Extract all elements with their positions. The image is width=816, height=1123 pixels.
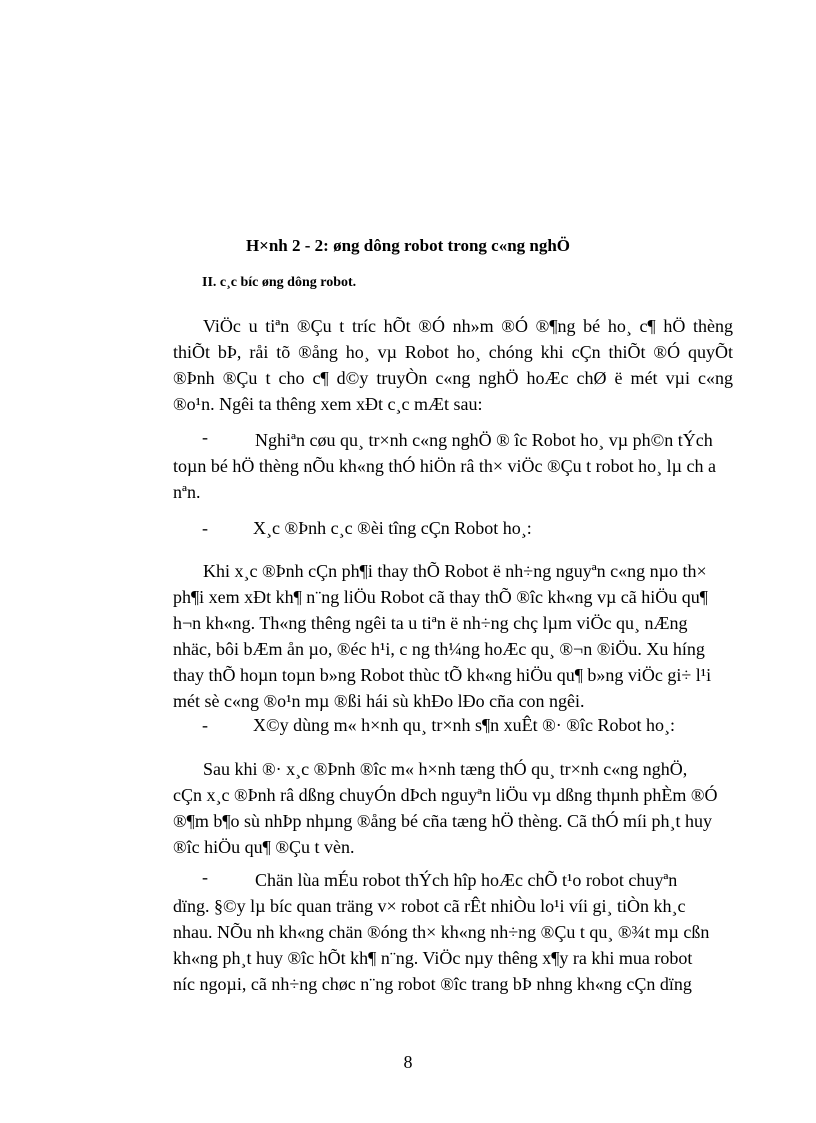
bullet-line: nhau. NÕu nh kh«ng chän ®óng th× kh«ng nh÷ng ®Çu t qu¸ ®¾t mµ cßn bbox=[173, 922, 710, 942]
bullet-marker: - bbox=[202, 715, 208, 735]
section-heading: II. c¸c bíc øng dông robot. bbox=[202, 275, 357, 290]
paragraph-line: thay thÕ hoµn toµn b»ng Robot thùc tÕ kh«ng hiÖu qu¶ b»ng viÖc gi÷ l¹i bbox=[173, 665, 712, 685]
page-number: 8 bbox=[403, 1052, 413, 1072]
paragraph-line: thiÕt bÞ, råi tõ ®ång ho¸ vµ Robot ho¸ chóng khi cÇn thiÕt ®Ó quyÕt bbox=[173, 342, 733, 362]
bullet-line: kh«ng ph¸t huy ®îc hÕt kh¶ n¨ng. ViÖc nµy thêng x¶y ra khi mua robot bbox=[173, 948, 693, 968]
bullet-line: Nghiªn cøu qu¸ tr×nh c«ng nghÖ ® îc Robot ho¸ vµ ph©n tÝch bbox=[255, 430, 713, 450]
paragraph-line: nhäc, bôi bÆm ån µo, ®éc h¹i, c ng th¼ng hoÆc qu¸ ®¬n ®iÖu. Xu híng bbox=[173, 639, 705, 659]
bullet-line: nªn. bbox=[173, 482, 201, 502]
paragraph-line: Khi x¸c ®Þnh cÇn ph¶i thay thÕ Robot ë nh÷ng nguyªn c«ng nµo th× bbox=[203, 561, 707, 581]
bullet-marker: - bbox=[202, 518, 208, 538]
bullet-2-text: X¸c ®Þnh c¸c ®èi tîng cÇn Robot ho¸: bbox=[253, 518, 532, 538]
bullet-line: níc ngoµi, cã nh÷ng chøc n¨ng robot ®îc trang bÞ nhng kh«ng cÇn dïng bbox=[173, 974, 692, 994]
bullet-marker: - bbox=[202, 867, 208, 887]
figure-caption: H×nh 2 - 2: øng dông robot trong c«ng nghÖ bbox=[245, 236, 571, 255]
paragraph-line: ®¶m b¶o sù nhÞp nhµng ®ång bé cña tæng hÖ thèng. Cã thÓ míi ph¸t huy bbox=[173, 811, 712, 831]
bullet-4 bbox=[173, 867, 733, 997]
bullet-marker: - bbox=[202, 427, 208, 447]
bullet-line: toµn bé hÖ thèng nÕu kh«ng thÓ hiÖn râ th× viÖc ®Çu t robot ho¸ lµ ch a bbox=[173, 456, 716, 476]
bullet-line: Chän lùa mÉu robot thÝch hîp hoÆc chÕ t¹o robot chuyªn bbox=[255, 870, 678, 890]
paragraph-line: ViÖc u tiªn ®Çu t tríc hÕt ®Ó nh»m ®Ó ®¶ng bé ho¸ c¶ hÖ thèng bbox=[203, 316, 733, 336]
paragraph-line: ®o¹n. Ngêi ta thêng xem xÐt c¸c mÆt sau: bbox=[173, 394, 483, 414]
paragraph-1 bbox=[173, 313, 733, 417]
paragraph-line: ®Þnh ®Çu t cho c¶ d©y truyÒn c«ng nghÖ hoÆc chØ ë mét vµi c«ng bbox=[173, 368, 733, 388]
paragraph-line: ph¶i xem xÐt kh¶ n¨ng liÖu Robot cã thay thÕ ®îc kh«ng vµ cã hiÖu qu¶ bbox=[173, 587, 708, 607]
paragraph-line: ®îc hiÖu qu¶ ®Çu t vèn. bbox=[173, 837, 355, 857]
paragraph-line: h¬n kh«ng. Th«ng thêng ngêi ta u tiªn ë nh÷ng chç lµm viÖc qu¸ nÆng bbox=[173, 613, 688, 633]
paragraph-2 bbox=[173, 558, 733, 714]
paragraph-line: mét sè c«ng ®o¹n mµ ®ßi hái sù khÐo lÐo cña con ngêi. bbox=[173, 691, 585, 711]
bullet-3-text: X©y dùng m« h×nh qu¸ tr×nh s¶n xuÊt ®· ®îc Robot ho¸: bbox=[253, 715, 675, 735]
bullet-1 bbox=[173, 427, 733, 505]
paragraph-line: cÇn x¸c ®Þnh râ dßng chuyÓn dÞch nguyªn liÖu vµ dßng thµnh phÈm ®Ó bbox=[173, 785, 718, 805]
paragraph-3 bbox=[173, 756, 733, 860]
paragraph-line: Sau khi ®· x¸c ®Þnh ®îc m« h×nh tæng thÓ qu¸ tr×nh c«ng nghÖ, bbox=[203, 759, 688, 779]
bullet-line: dïng. §©y lµ bíc quan träng v× robot cã rÊt nhiÒu lo¹i víi gi¸ tiÒn kh¸c bbox=[173, 896, 686, 916]
